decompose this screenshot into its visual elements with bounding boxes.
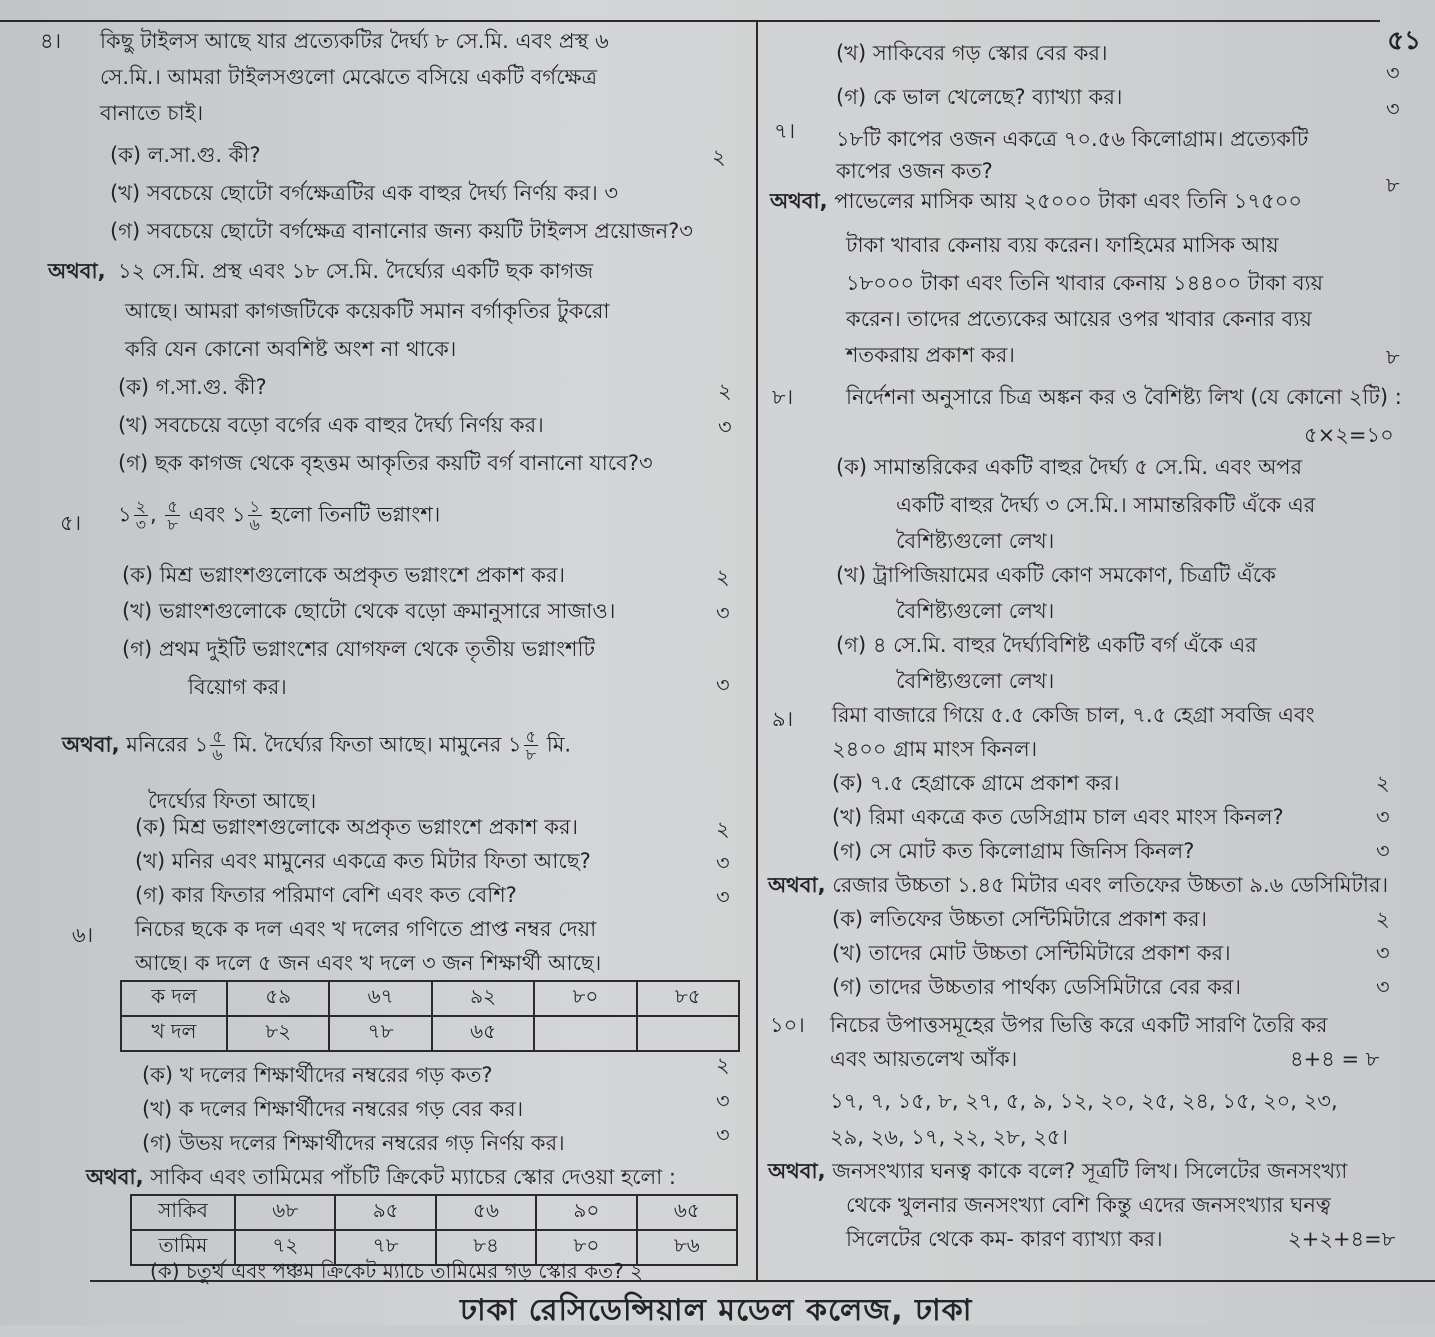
- q4-or-label: অথবা,: [48, 259, 106, 283]
- q5-and: এবং: [188, 502, 226, 527]
- q5-stem: ১ $\frac{২}{৩}$ , $\frac{৫}{৮}$ এবং ১ $\frac{১}{৬}$ হলো তিনটি ভগ্নাংশ।: [118, 497, 441, 534]
- q8-ga-line1: (গ) ৪ সে.মি. বাহুর দৈর্ঘ্যবিশিষ্ট একটি বর্গ এঁকে এর: [836, 633, 1257, 657]
- q5-fraction-1: $\frac{২}{৩}$: [135, 497, 147, 534]
- table-cell: তামিম: [131, 1230, 235, 1265]
- table-cell: ৮২: [227, 1016, 329, 1051]
- q9-or-kha-marks: ৩: [1376, 941, 1390, 965]
- q10-or-line3: সিলেটের থেকে কম- কারণ ব্যাখ্যা কর।: [846, 1227, 1163, 1251]
- q5-ga-line1: (গ) প্রথম দুইটি ভগ্নাংশের যোগফল থেকে তৃতীয় ভগ্নাংশটি: [122, 637, 595, 661]
- table-cell: ক দল: [121, 981, 227, 1016]
- table-cell: ৭৮: [329, 1016, 432, 1051]
- q9-or-line1: অথবা, রেজার উচ্চতা ১.৪৫ মিটার এবং লতিফের উচ্চতা ৯.৬ ডেসিমিটার।: [768, 873, 1389, 897]
- q5-or-fraction-1: $\frac{৫}{৬}$: [212, 727, 223, 764]
- q10-or-marks: ২+২+৪=৮: [1288, 1227, 1396, 1251]
- table-cell: ৬৫: [432, 1016, 534, 1051]
- table-cell: ৮৫: [637, 981, 739, 1016]
- q7-line2: কাপের ওজন কত?: [836, 159, 993, 183]
- table-cell: ৯৫: [335, 1195, 435, 1230]
- q10-number: ১০।: [770, 1013, 805, 1037]
- q10-or-line2: থেকে খুলনার জনসংখ্যা বেশি কিন্তু এদের জনসংখ্যার ঘনত্ব: [846, 1193, 1331, 1217]
- q5-f3-whole: ১: [231, 502, 246, 527]
- top-rule: [0, 20, 1380, 22]
- q8-ka-line3: বৈশিষ্ট্যগুলো লেখ।: [896, 529, 1055, 553]
- q7-or-line4: করেন। তাদের প্রত্যেকের আয়ের ওপর খাবার কেনার ব্যয়: [846, 307, 1312, 331]
- q4-or-ka: (ক) গ.সা.গু. কী?: [118, 375, 267, 399]
- q5-ka: (ক) মিশ্র ভগ্নাংশগুলোকে অপ্রকৃত ভগ্নাংশে প্রকাশ কর।: [122, 563, 566, 587]
- q4-or-ga: (গ) ছক কাগজ থেকে বৃহত্তম আকৃতির কয়টি বর্গ বানানো যাবে?৩: [118, 451, 653, 475]
- table-cell: খ দল: [121, 1016, 227, 1051]
- q4-ga: (গ) সবচেয়ে ছোটো বর্গক্ষেত্র বানানোর জন্য কয়টি টাইলস প্রয়োজন?৩: [110, 219, 693, 243]
- q6-kha: (খ) ক দলের শিক্ষার্থীদের নম্বরের গড় বের কর।: [142, 1097, 524, 1121]
- table-cell: ৭৮: [335, 1230, 435, 1265]
- q4-or-line1: ১২ সে.মি. প্রস্থ এবং ১৮ সে.মি. দৈর্ঘ্যের একটি ছক কাগজ: [118, 259, 594, 283]
- q9-or-ga-marks: ৩: [1376, 975, 1390, 999]
- q8-marks: ৫×২=১০: [1304, 423, 1394, 447]
- q6-ga-marks: ৩: [716, 1123, 730, 1147]
- q5-ga-line2: বিয়োগ কর।: [188, 675, 287, 699]
- q6-number: ৬।: [72, 923, 94, 947]
- q4-line2: সে.মি.। আমরা টাইলসগুলো মেঝেতে বসিয়ে একটি বর্গক্ষেত্র: [100, 65, 598, 89]
- table-cell: ৫৬: [436, 1195, 536, 1230]
- table-cell: ৯২: [432, 981, 534, 1016]
- q8-ka-line2: একটি বাহুর দৈর্ঘ্য ৩ সে.মি.। সামান্তরিকটি এঁকে এর: [896, 493, 1316, 517]
- q5-stem-tail: হলো তিনটি ভগ্নাংশ।: [270, 502, 441, 527]
- q6-line2: আছে। ক দলে ৫ জন এবং খ দলে ৩ জন শিক্ষার্থী আছে।: [135, 951, 602, 975]
- q5-fraction-2: $\frac{৫}{৮}$: [167, 497, 178, 534]
- q5-or-line2: দৈর্ঘ্যের ফিতা আছে।: [148, 789, 317, 813]
- table-row: [131, 1195, 737, 1230]
- q5-or-ga-marks: ৩: [716, 885, 730, 909]
- q5-or-ka-marks: ২: [716, 817, 730, 841]
- q7-or-line2: টাকা খাবার কেনায় ব্যয় করেন। ফাহিমের মাসিক আয়: [846, 233, 1279, 257]
- q9-line1: রিমা বাজারে গিয়ে ৫.৫ কেজি চাল, ৭.৫ হেগ্রা সবজি এবং: [832, 703, 1315, 727]
- table-row: [121, 1016, 739, 1051]
- table-cell: ৬৭: [329, 981, 432, 1016]
- q6-kha-right-marks: ৩: [1386, 61, 1400, 85]
- q4-number: ৪।: [40, 29, 62, 53]
- q5-or-line1: অথবা, মনিরের ১ $\frac{৫}{৬}$ মি. দৈর্ঘ্যের ফিতা আছে। মামুনের ১ $\frac{৫}{৮}$ মি.: [62, 727, 572, 764]
- q9-line2: ২৪০০ গ্রাম মাংস কিনল।: [832, 737, 1038, 761]
- table-row: [121, 981, 739, 1016]
- college-footer: ঢাকা রেসিডেন্সিয়াল মডেল কলেজ, ঢাকা: [460, 1293, 973, 1328]
- q5-or-kha-marks: ৩: [716, 851, 730, 875]
- q6-ga-right-marks: ৩: [1386, 97, 1400, 121]
- table-cell: [534, 1016, 636, 1051]
- table-cell: ৫৯: [227, 981, 329, 1016]
- q9-ka-marks: ২: [1376, 771, 1390, 795]
- q9-ka: (ক) ৭.৫ হেগ্রাকে গ্রামে প্রকাশ কর।: [832, 771, 1120, 795]
- q6-line1: নিচের ছকে ক দল এবং খ দলের গণিতে প্রাপ্ত নম্বর দেয়া: [135, 917, 597, 941]
- q10-line2: এবং আয়তলেখ আঁক।: [830, 1047, 1018, 1071]
- column-divider: [756, 20, 758, 1282]
- q4-kha: (খ) সবচেয়ে ছোটো বর্গক্ষেত্রটির এক বাহুর দৈর্ঘ্য নির্ণয় কর। ৩: [110, 181, 619, 205]
- q4-or-kha: (খ) সবচেয়ে বড়ো বর্গের এক বাহুর দৈর্ঘ্য নির্ণয় কর।: [118, 413, 544, 437]
- q5-fraction-3: $\frac{১}{৬}$: [249, 497, 260, 534]
- q9-or-label: অথবা,: [768, 873, 826, 897]
- q6-or-ka: (ক) চতুর্থ এবং পঞ্চম ক্রিকেট ম্যাচে তামিমের গড় স্কোর কত? ২: [150, 1259, 644, 1283]
- q6-or-label: অথবা,: [86, 1165, 144, 1189]
- q7-or-line1: অথবা, পাভেলের মাসিক আয় ২৫০০০ টাকা এবং তিনি ১৭৫০০: [770, 189, 1302, 213]
- q4-or-kha-marks: ৩: [718, 415, 732, 439]
- q8-kha-line2: বৈশিষ্ট্যগুলো লেখ।: [896, 599, 1055, 623]
- q10-data-line2: ২৯, ২৬, ১৭, ২২, ২৮, ২৫।: [830, 1125, 1069, 1149]
- q5-or-ka: (ক) মিশ্র ভগ্নাংশগুলোকে অপ্রকৃত ভগ্নাংশে প্রকাশ কর।: [135, 815, 579, 839]
- table-cell: সাকিব: [131, 1195, 235, 1230]
- q6-ga-right: (গ) কে ভাল খেলেছে? ব্যাখ্যা কর।: [836, 85, 1123, 109]
- q8-line1: নির্দেশনা অনুসারে চিত্র অঙ্কন কর ও বৈশিষ্ট্য লিখ (যে কোনো ২টি) :: [846, 385, 1402, 409]
- q8-kha-line1: (খ) ট্রাপিজিয়ামের একটি কোণ সমকোণ, চিত্রটি এঁকে: [836, 563, 1276, 587]
- q6-kha-marks: ৩: [716, 1089, 730, 1113]
- q10-data-line1: ১৭, ৭, ১৫, ৮, ২৭, ৫, ৯, ১২, ২০, ২৫, ২৪, ১৫, ২০, ২৩,: [830, 1089, 1338, 1113]
- q10-or-line1: অথবা, জনসংখ্যার ঘনত্ব কাকে বলে? সূত্রটি লিখ। সিলেটের জনসংখ্যা: [768, 1159, 1348, 1183]
- q4-or-line2: আছে। আমরা কাগজটিকে কয়েকটি সমান বর্গাকৃতির টুকরো: [125, 299, 610, 323]
- q5-or-fraction-2: $\frac{৫}{৮}$: [525, 727, 537, 764]
- table-cell: [637, 1016, 739, 1051]
- q5-kha: (খ) ভগ্নাংশগুলোকে ছোটো থেকে বড়ো ক্রমানুসারে সাজাও।: [122, 599, 616, 623]
- table-cell: ৮৪: [436, 1230, 536, 1265]
- q9-or-ka-marks: ২: [1376, 907, 1390, 931]
- q9-ga: (গ) সে মোট কত কিলোগ্রাম জিনিস কিনল?: [832, 839, 1195, 863]
- q5-f1-whole: ১: [118, 502, 132, 527]
- table-cell: ৮৬: [637, 1230, 737, 1265]
- q8-ga-line2: বৈশিষ্ট্যগুলো লেখ।: [896, 669, 1055, 693]
- q9-or-ka: (ক) লতিফের উচ্চতা সেন্টিমিটারে প্রকাশ কর।: [832, 907, 1208, 931]
- q5-ga-marks: ৩: [716, 673, 730, 697]
- q10-line1: নিচের উপাত্তসমূহের উপর ভিত্তি করে একটি সারণি তৈরি কর: [830, 1013, 1328, 1037]
- q9-number: ৯।: [772, 707, 794, 731]
- q7-line1: ১৮টি কাপের ওজন একত্রে ৭০.৫৬ কিলোগ্রাম। প্রত্যেকটি: [836, 127, 1309, 151]
- q9-or-ga: (গ) তাদের উচ্চতার পার্থক্য ডেসিমিটারে বের কর।: [832, 975, 1241, 999]
- q10-marks: ৪+৪ = ৮: [1290, 1047, 1380, 1071]
- q4-line1: কিছু টাইলস আছে যার প্রত্যেকটির দৈর্ঘ্য ৮ সে.মি. এবং প্রস্থ ৬: [100, 29, 609, 53]
- q6-kha-right: (খ) সাকিবের গড় স্কোর বের কর।: [836, 41, 1108, 65]
- q4-or-ka-marks: ২: [718, 379, 732, 403]
- table-cell: ৬৫: [637, 1195, 737, 1230]
- table-cell: ৮০: [534, 981, 636, 1016]
- q6-or-line1: অথবা, সাকিব এবং তামিমের পাঁচটি ক্রিকেট ম্যাচের স্কোর দেওয়া হলো :: [86, 1165, 677, 1189]
- q7-or-line3: ১৮০০০ টাকা এবং তিনি খাবার কেনায় ১৪৪০০ টাকা ব্যয়: [846, 271, 1324, 295]
- q5-kha-marks: ৩: [716, 601, 730, 625]
- q9-kha: (খ) রিমা একত্রে কত ডেসিগ্রাম চাল এবং মাংস কিনল?: [832, 805, 1284, 829]
- q9-ga-marks: ৩: [1376, 839, 1390, 863]
- q4-or-line3: করি যেন কোনো অবশিষ্ট অংশ না থাকে।: [125, 337, 457, 361]
- page-number: ৫১: [1387, 26, 1421, 56]
- q5-or-kha: (খ) মনির এবং মামুনের একত্রে কত মিটার ফিতা আছে?: [135, 849, 591, 873]
- q6-ka: (ক) খ দলের শিক্ষার্থীদের নম্বরের গড় কত?: [142, 1063, 493, 1087]
- table-cell: ৬৮: [235, 1195, 335, 1230]
- q6-ka-marks: ২: [716, 1053, 730, 1077]
- q6-score-table: [120, 980, 740, 1052]
- q7-number: ৭।: [774, 119, 796, 143]
- table-cell: ৭২: [235, 1230, 335, 1265]
- table-cell: ৯০: [536, 1195, 636, 1230]
- q5-ka-marks: ২: [716, 565, 730, 589]
- q6-ga: (গ) উভয় দলের শিক্ষার্থীদের নম্বরের গড় নির্ণয় কর।: [142, 1131, 565, 1155]
- q4-line3: বানাতে চাই।: [100, 101, 204, 125]
- q7-or-marks: ৮: [1386, 345, 1400, 369]
- q8-ka-line1: (ক) সামান্তরিকের একটি বাহুর দৈর্ঘ্য ৫ সে.মি. এবং অপর: [836, 455, 1303, 479]
- q4-ka: (ক) ল.সা.গু. কী?: [110, 143, 261, 167]
- q5-number: ৫।: [60, 511, 82, 535]
- q7-or-label: অথবা,: [770, 189, 828, 213]
- q8-number: ৮।: [772, 385, 794, 409]
- table-cell: ৮০: [536, 1230, 636, 1265]
- q7-marks: ৮: [1386, 173, 1400, 197]
- q5-or-label: অথবা,: [62, 732, 120, 757]
- q4-ka-marks: ২: [712, 145, 726, 169]
- q9-or-kha: (খ) তাদের মোট উচ্চতা সেন্টিমিটারে প্রকাশ কর।: [832, 941, 1231, 965]
- q5-or-ga: (গ) কার ফিতার পরিমাণ বেশি এবং কত বেশি?: [135, 883, 517, 907]
- q7-or-line5: শতকরায় প্রকাশ কর।: [846, 343, 1015, 367]
- q10-or-label: অথবা,: [768, 1159, 826, 1183]
- q9-kha-marks: ৩: [1376, 805, 1390, 829]
